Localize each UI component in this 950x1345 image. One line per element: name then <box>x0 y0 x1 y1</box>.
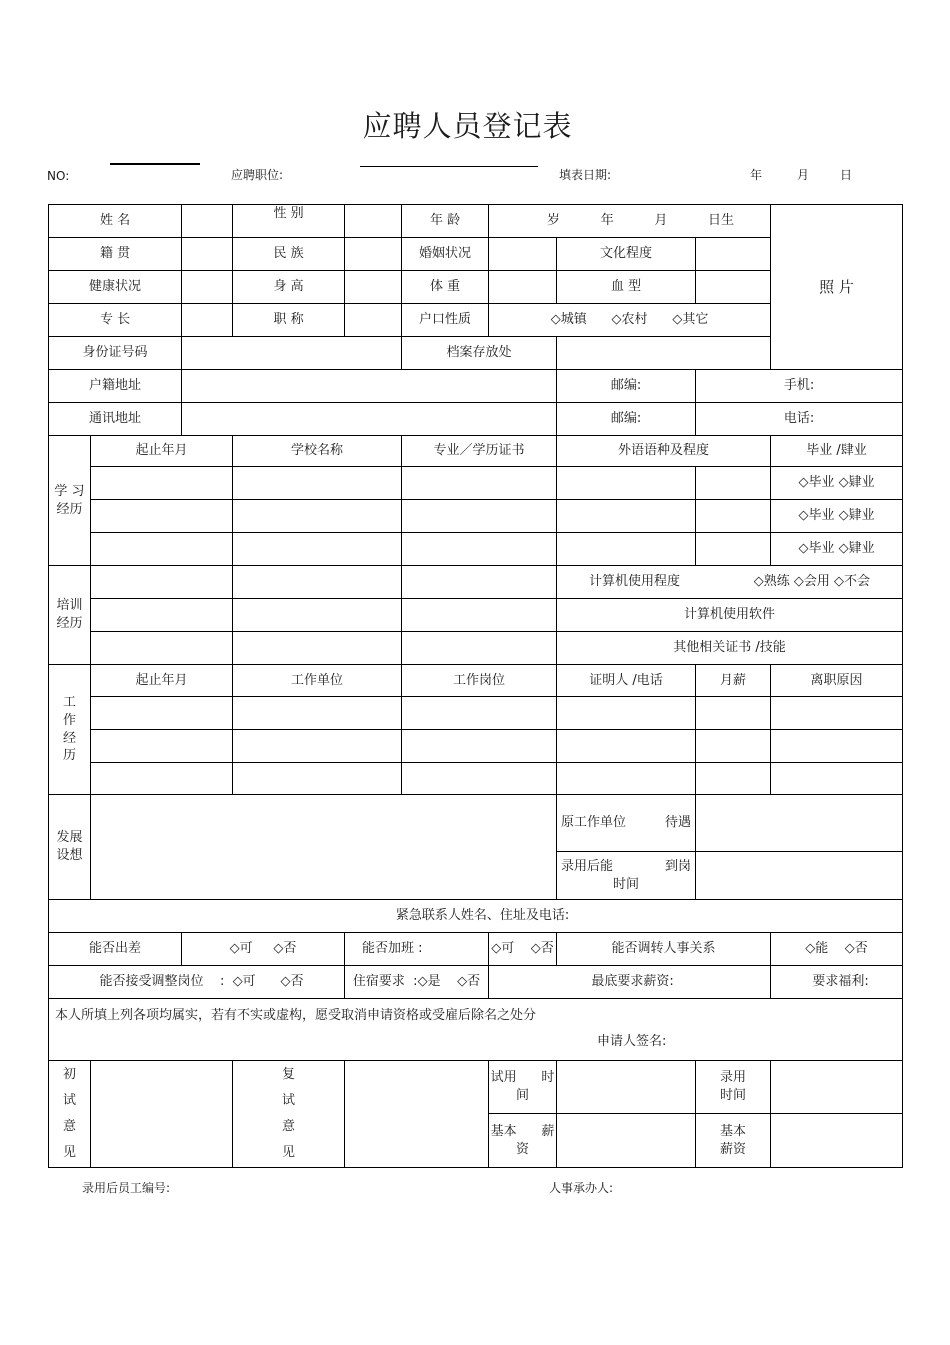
specialty-field[interactable] <box>182 304 233 337</box>
age-label: 年 龄 <box>402 205 489 238</box>
position-label: 应聘职位: <box>231 168 284 182</box>
height-label: 身 高 <box>233 271 345 304</box>
overtime-label: 能否加班 : <box>362 941 423 957</box>
training-section-label: 培训 经历 <box>49 566 91 665</box>
hr-handler-label: 人事承办人: <box>549 1181 614 1195</box>
birth-month: 月 <box>654 213 668 229</box>
hukou-type-label: 户口性质 <box>402 304 489 337</box>
title-field[interactable] <box>345 304 402 337</box>
base-salary-label-a: 基本 薪 <box>490 1123 555 1139</box>
training-cell[interactable] <box>233 632 402 665</box>
archive-field[interactable] <box>557 337 771 370</box>
graduation-options[interactable]: ◇毕业 ◇肄业 <box>771 467 903 500</box>
work-cell[interactable] <box>233 730 402 763</box>
gender-label: 性 别 <box>273 206 304 221</box>
mail-address-field[interactable] <box>182 403 557 436</box>
development-section-label: 发展 设想 <box>49 795 91 900</box>
orig-benefit-field[interactable] <box>696 795 903 852</box>
first-interview-field[interactable] <box>91 1061 233 1168</box>
work-cell[interactable] <box>696 697 771 730</box>
transfer-label: 能否调转人事关系 <box>557 933 771 966</box>
birth-year: 年 <box>600 213 614 229</box>
date-year: 年 <box>750 168 763 182</box>
work-cell[interactable] <box>91 697 233 730</box>
blood-field[interactable] <box>696 271 771 304</box>
mobile-field[interactable]: 手机: <box>696 370 903 403</box>
birth-day: 日生 <box>708 213 735 229</box>
study-header-graduation: 毕业 /肆业 <box>771 436 903 467</box>
work-cell[interactable] <box>233 697 402 730</box>
hire-time-label: 录用 时间 <box>696 1061 771 1114</box>
probation-label-b: 间 <box>516 1088 530 1103</box>
native-label: 籍 贯 <box>49 238 182 271</box>
onboard-label-c: 时间 <box>613 876 640 892</box>
health-label: 健康状况 <box>49 271 182 304</box>
other-cert-field[interactable]: 其他相关证书 /技能 <box>557 632 903 665</box>
specialty-label: 专 长 <box>49 304 182 337</box>
marital-field[interactable] <box>489 238 557 271</box>
study-cell[interactable] <box>696 533 771 566</box>
hire-time-field[interactable] <box>771 1061 903 1114</box>
name-label: 姓 名 <box>49 205 182 238</box>
development-field[interactable] <box>91 795 557 900</box>
work-cell[interactable] <box>233 763 402 795</box>
transfer-options[interactable]: ◇能 ◇否 <box>771 933 903 966</box>
education-field[interactable] <box>696 238 771 271</box>
employee-no-label: 录用后员工编号: <box>82 1181 171 1195</box>
mail-postcode[interactable]: 邮编: <box>557 403 696 436</box>
onboard-label-a: 录用后能 <box>561 858 614 874</box>
training-cell[interactable] <box>233 566 402 599</box>
study-header-period: 起止年月 <box>91 436 233 467</box>
probation-label-a: 试用 时 <box>490 1070 555 1086</box>
study-cell[interactable] <box>91 533 233 566</box>
min-salary-field[interactable]: 最底要求薪资: <box>489 966 771 999</box>
second-interview-field[interactable] <box>345 1061 489 1168</box>
native-field[interactable] <box>182 238 233 271</box>
work-cell[interactable] <box>402 763 557 795</box>
hukou-address-field[interactable] <box>182 370 557 403</box>
work-header-employer: 工作单位 <box>233 665 402 697</box>
registration-grid <box>48 204 903 1168</box>
phone-field[interactable]: 电话: <box>696 403 903 436</box>
computer-software-field[interactable]: 计算机使用软件 <box>557 599 903 632</box>
study-section-label: 学 习 经历 <box>49 436 91 566</box>
id-number-label: 身份证号码 <box>49 337 182 370</box>
work-cell[interactable] <box>771 730 903 763</box>
work-header-salary: 月薪 <box>696 665 771 697</box>
weight-label: 体 重 <box>402 271 489 304</box>
education-label: 文化程度 <box>557 238 696 271</box>
mail-address-label: 通讯地址 <box>49 403 182 436</box>
study-cell[interactable] <box>557 533 696 566</box>
probation-field[interactable] <box>557 1061 696 1114</box>
benefits-field[interactable]: 要求福利: <box>771 966 903 999</box>
work-cell[interactable] <box>771 763 903 795</box>
hukou-postcode[interactable]: 邮编: <box>557 370 696 403</box>
work-cell[interactable] <box>771 697 903 730</box>
first-interview-label: 初 试 意 见 <box>49 1061 91 1168</box>
overtime-options[interactable]: ◇可 ◇否 <box>489 933 557 966</box>
id-number-field[interactable] <box>182 337 402 370</box>
training-cell[interactable] <box>402 566 557 599</box>
date-month: 月 <box>797 168 810 182</box>
photo-box[interactable]: 照 片 <box>771 205 903 370</box>
health-field[interactable] <box>182 271 233 304</box>
study-cell[interactable] <box>233 467 402 500</box>
weight-field[interactable] <box>489 271 557 304</box>
work-cell[interactable] <box>696 763 771 795</box>
study-header-language: 外语语种及程度 <box>557 436 771 467</box>
hukou-address-label: 户籍地址 <box>49 370 182 403</box>
computer-level-options[interactable]: ◇熟练 ◇会用 ◇不会 <box>753 574 871 590</box>
onboard-label-b: 到岗 <box>665 858 692 874</box>
archive-label: 档案存放处 <box>402 337 557 370</box>
birth-date[interactable] <box>489 212 770 230</box>
study-cell[interactable] <box>233 533 402 566</box>
computer-level-label: 计算机使用程度 <box>589 574 681 590</box>
work-cell[interactable] <box>696 730 771 763</box>
base-salary2-field[interactable] <box>771 1114 903 1168</box>
onboard-field[interactable] <box>696 852 903 900</box>
orig-benefit-label-a: 原工作单位 <box>561 815 627 831</box>
training-cell[interactable] <box>91 566 233 599</box>
study-header-school: 学校名称 <box>233 436 402 467</box>
date-day: 日 <box>840 168 853 182</box>
base-salary2-label: 基本 薪资 <box>696 1114 771 1168</box>
orig-benefit-label-b: 待遇 <box>665 815 692 831</box>
date-label: 填表日期: <box>559 168 612 182</box>
study-header-major: 专业／学历证书 <box>402 436 557 467</box>
work-cell[interactable] <box>557 763 696 795</box>
no-underline[interactable] <box>110 163 200 165</box>
work-cell[interactable] <box>402 697 557 730</box>
declaration-text: 本人所填上列各项均属实，若有不实或虚构，愿受取消申请资格或受雇后除名之处分 <box>55 1008 537 1023</box>
work-header-position: 工作岗位 <box>402 665 557 697</box>
lodging-options[interactable]: 住宿要求 :◇是 ◇否 <box>345 966 489 999</box>
signature-label[interactable]: 申请人签名: <box>597 1034 667 1050</box>
ethnicity-label: 民 族 <box>233 238 345 271</box>
work-header-period: 起止年月 <box>91 665 233 697</box>
height-field[interactable] <box>345 271 402 304</box>
graduation-options[interactable]: ◇毕业 ◇肄业 <box>771 533 903 566</box>
work-cell[interactable] <box>91 730 233 763</box>
travel-label: 能否出差 <box>49 933 182 966</box>
base-salary-label-b: 资 <box>516 1141 530 1157</box>
study-cell[interactable] <box>91 467 233 500</box>
blood-label: 血 型 <box>557 271 696 304</box>
training-cell[interactable] <box>402 632 557 665</box>
second-interview-label: 复 试 意 见 <box>233 1061 345 1168</box>
work-header-leave-reason: 离职原因 <box>771 665 903 697</box>
study-cell[interactable] <box>557 467 696 500</box>
name-field[interactable] <box>182 205 233 238</box>
adjust-position-options[interactable]: 能否接受调整岗位 : ◇可 ◇否 <box>49 966 345 999</box>
travel-options[interactable]: ◇可 ◇否 <box>182 933 345 966</box>
position-underline[interactable] <box>360 166 538 167</box>
title-label: 职 称 <box>233 304 345 337</box>
study-cell[interactable] <box>233 500 402 533</box>
marital-label: 婚姻状况 <box>402 238 489 271</box>
training-cell[interactable] <box>402 599 557 632</box>
work-section-label: 工 作 经 历 <box>49 665 91 795</box>
study-cell[interactable] <box>696 500 771 533</box>
graduation-options[interactable]: ◇毕业 ◇肄业 <box>771 500 903 533</box>
study-cell[interactable] <box>91 500 233 533</box>
study-cell[interactable] <box>402 500 557 533</box>
study-cell[interactable] <box>696 467 771 500</box>
emergency-contact-field[interactable]: 紧急联系人姓名、住址及电话: <box>49 900 903 933</box>
study-cell[interactable] <box>557 500 696 533</box>
work-header-reference: 证明人 /电话 <box>557 665 696 697</box>
training-cell[interactable] <box>233 599 402 632</box>
no-label: NO: <box>47 169 70 183</box>
work-cell[interactable] <box>557 730 696 763</box>
hukou-type-options[interactable]: ◇城镇 ◇农村 ◇其它 <box>489 304 771 337</box>
gender-field[interactable] <box>345 205 402 238</box>
work-cell[interactable] <box>557 697 696 730</box>
form-title: 应聘人员登记表 <box>362 109 573 143</box>
ethnicity-field[interactable] <box>345 238 402 271</box>
base-salary-field[interactable] <box>557 1114 696 1168</box>
training-cell[interactable] <box>91 632 233 665</box>
birth-sui: 岁 <box>547 213 561 229</box>
study-cell[interactable] <box>402 533 557 566</box>
training-cell[interactable] <box>91 599 233 632</box>
study-cell[interactable] <box>402 467 557 500</box>
work-cell[interactable] <box>91 763 233 795</box>
work-cell[interactable] <box>402 730 557 763</box>
